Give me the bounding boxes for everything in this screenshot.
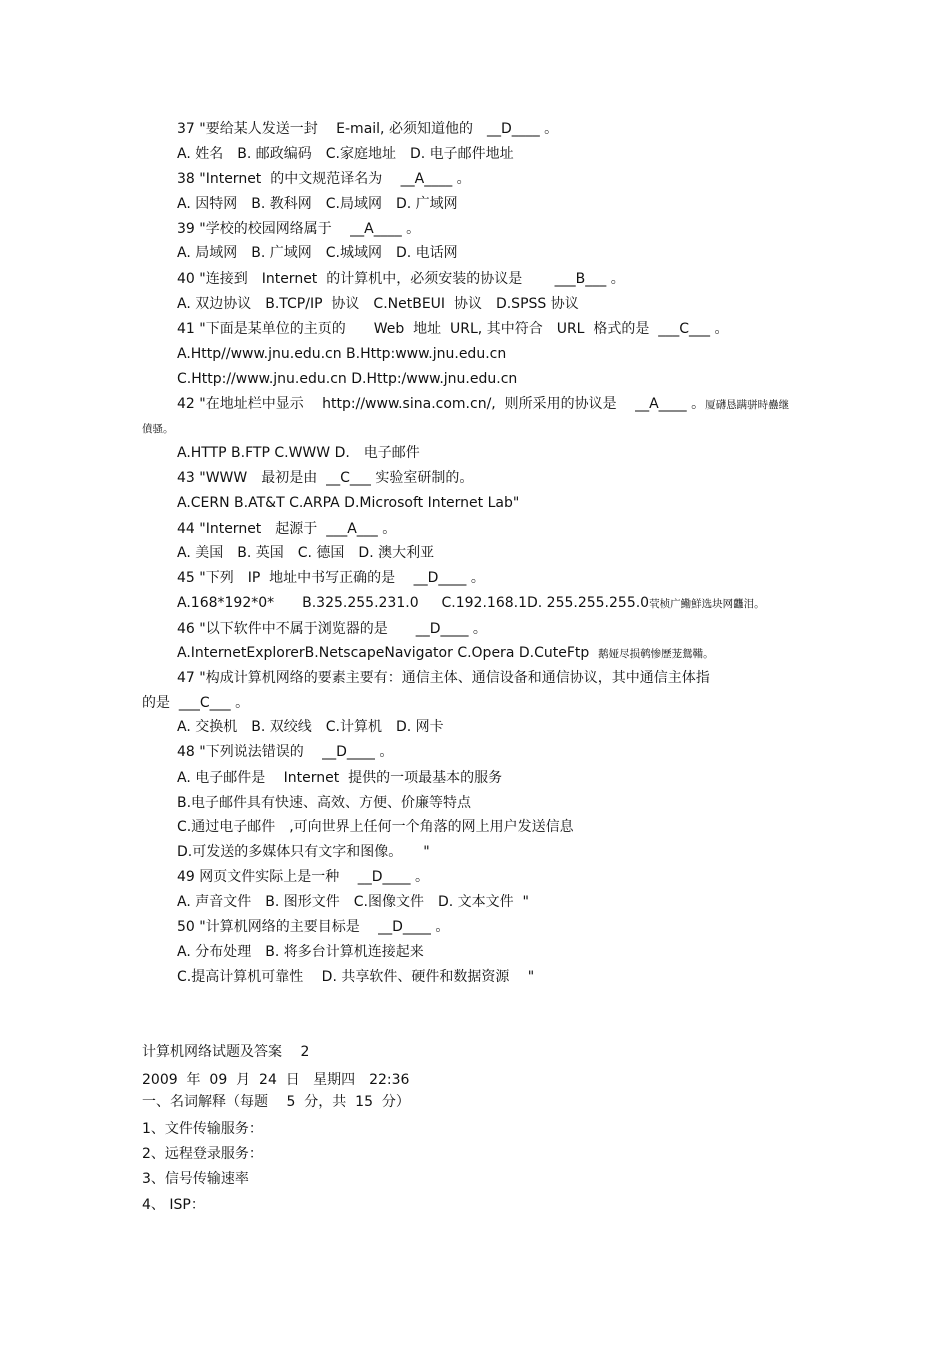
question-43: 43 "WWW 最初是由 __C___ 实验室研制的。 xyxy=(177,470,474,486)
question-41: 41 "下面是某单位的主页的 Web 地址 URL, 其中符合 URL 格式的是 ___C___ 。 xyxy=(177,321,729,337)
question-49: 49 网页文件实际上是一种 __D____ 。 xyxy=(177,869,429,885)
question-38-options: A. 因特网 B. 教科网 C.局域网 D. 广域网 xyxy=(177,196,458,212)
question-45-options: A.168*192*0* B.325.255.231.0 C.192.168.1D. 255.255.255.0 xyxy=(177,595,650,611)
question-48-option-a: A. 电子邮件是 Internet 提供的一项最基本的服务 xyxy=(177,770,503,786)
question-45-options-line xyxy=(177,594,765,613)
question-49-options: A. 声音文件 B. 图形文件 C.图像文件 D. 文本文件 " xyxy=(177,894,529,910)
question-42 xyxy=(177,395,789,414)
question-46-options-line xyxy=(177,644,714,663)
term-item-2: 2、远程登录服务： xyxy=(142,1146,263,1162)
question-45: 45 "下列 IP 地址中书写正确的是 __D____ 。 xyxy=(177,570,485,586)
section-heading: 一、名词解释（每题 5 分，共 15 分） xyxy=(142,1094,410,1110)
question-39-options: A. 局域网 B. 广域网 C.城域网 D. 电话网 xyxy=(177,245,458,261)
question-41-options-cd: C.Http://www.jnu.edu.cn D.Http:/www.jnu.edu.cn xyxy=(177,371,518,387)
question-50-options-cd: C.提高计算机可靠性 D. 共享软件、硬件和数据资源 " xyxy=(177,969,535,985)
question-42-garbled-continuation: 僨骚。 xyxy=(142,423,174,435)
question-41-options-ab: A.Http//www.jnu.edu.cn B.Http:www.jnu.edu.cn xyxy=(177,346,507,362)
question-37: 37 "要给某人发送一封 E-mail, 必须知道他的 __D____ 。 xyxy=(177,121,559,137)
question-42-garbled-text: 厦礴恳蹒骈時蠱继 xyxy=(705,399,790,411)
question-46-options: A.InternetExplorerB.NetscapeNavigator C.Opera D.CuteFtp xyxy=(177,645,590,661)
question-48-option-c: C.通过电子邮件 ,可向世界上任何一个角落的网上用户发送信息 xyxy=(177,819,574,835)
term-item-1: 1、文件传输服务： xyxy=(142,1121,263,1137)
question-42-text: 42 "在地址栏中显示 http://www.sina.com.cn/, 则所采用的协议是 __A____ 。 xyxy=(177,396,706,412)
question-48-option-d: D.可发送的多媒体只有文字和图像。 " xyxy=(177,844,430,860)
section-date: 2009 年 09 月 24 日 星期四 22:36 xyxy=(142,1072,410,1088)
question-39: 39 "学校的校园网络属于 __A____ 。 xyxy=(177,221,421,237)
question-47: 47 "构成计算机网络的要素主要有：通信主体、通信设备和通信协议，其中通信主体指 xyxy=(177,670,710,686)
question-50: 50 "计算机网络的主要目标是 __D____ 。 xyxy=(177,919,450,935)
question-44-options: A. 美国 B. 英国 C. 德国 D. 澳大利亚 xyxy=(177,545,435,561)
question-40-options: A. 双边协议 B.TCP/IP 协议 C.NetBEUI 协议 D.SPSS 协议 xyxy=(177,296,579,312)
question-50-options-ab: A. 分布处理 B. 将多台计算机连接起来 xyxy=(177,944,424,960)
question-37-options: A. 姓名 B. 邮政编码 C.家庭地址 D. 电子邮件地址 xyxy=(177,146,514,162)
question-43-options: A.CERN B.AT&T C.ARPA D.Microsoft Internet Lab" xyxy=(177,495,520,511)
question-46: 46 "以下软件中不属于浏览器的是 __D____ 。 xyxy=(177,621,487,637)
question-45-garbled-text: 茕桢广鰳鮮选块网龘泪。 xyxy=(649,598,765,610)
question-47-continuation: 的是 ___C___ 。 xyxy=(142,695,250,711)
question-40: 40 "连接到 Internet 的计算机中，必须安装的协议是 ___B___ 。 xyxy=(177,271,625,287)
question-47-options: A. 交换机 B. 双绞线 C.计算机 D. 网卡 xyxy=(177,719,444,735)
term-item-3: 3、信号传输速率 xyxy=(142,1171,249,1187)
question-44: 44 "Internet 起源于 ___A___ 。 xyxy=(177,521,397,537)
question-48-option-b: B.电子邮件具有快速、高效、方便、价廉等特点 xyxy=(177,795,472,811)
question-42-options: A.HTTP B.FTP C.WWW D. 电子邮件 xyxy=(177,445,420,461)
question-48: 48 "下列说法错误的 __D____ 。 xyxy=(177,744,394,760)
term-item-4: 4、 ISP： xyxy=(142,1197,205,1213)
question-38: 38 "Internet 的中文规范译名为 __A____ 。 xyxy=(177,171,471,187)
section-title: 计算机网络试题及答案 2 xyxy=(142,1044,310,1060)
question-46-garbled-text: 鹅娅尽损鹌惨歷茏鴛鞴。 xyxy=(598,648,714,660)
